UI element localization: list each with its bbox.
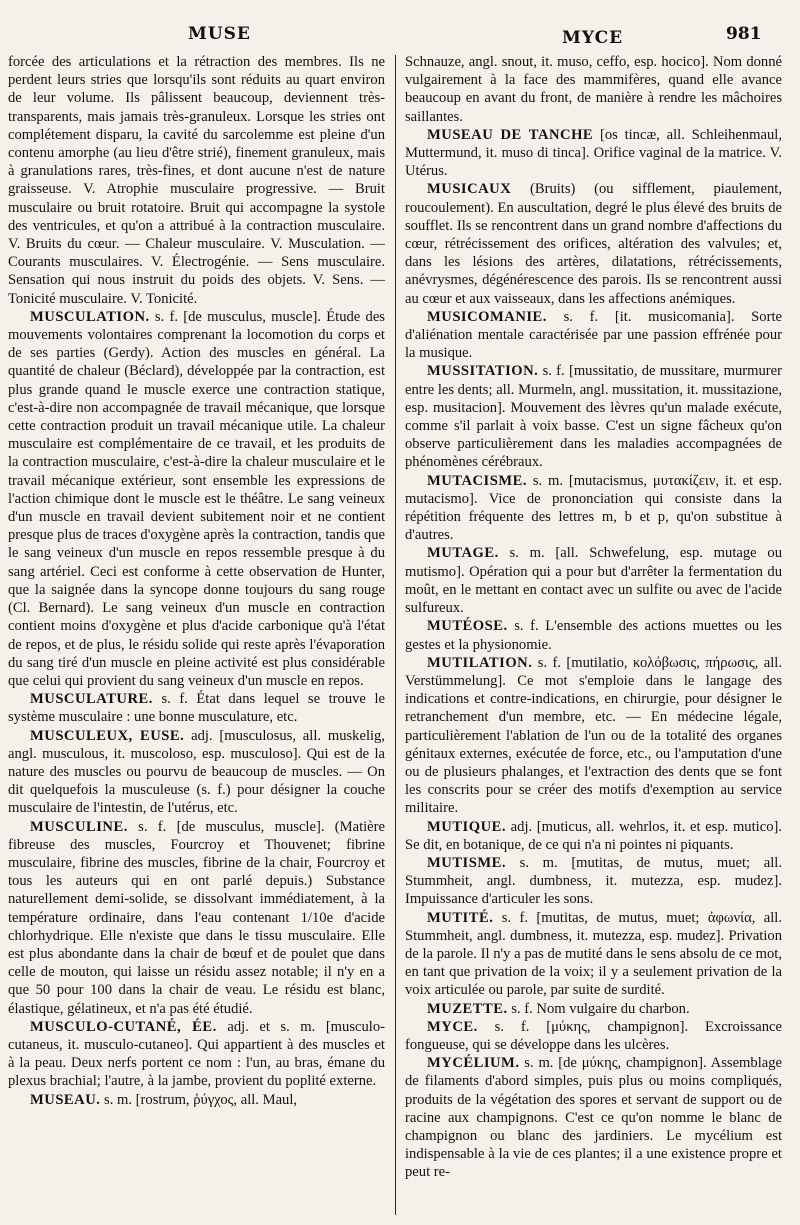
entry-text: s. f. Nom vulgaire du charbon.: [511, 1000, 690, 1017]
dictionary-entry: [8, 690, 385, 726]
running-header: [0, 18, 800, 52]
entry-text: s. m. [rostrum, ῥύγχος, all. Maul,: [104, 1091, 298, 1108]
entry-text: adj. [musculosus, all. muskelig, angl. musculous, it. muscoloso, esp. musculoso]. Qui est de la nature des muscles ou pourvu de beaucoup de muscles. — On dit quelquefois la musculeuse (s. f.) pour désigner la couche musculaire de l'intestin, de l'utérus, etc.: [8, 727, 385, 817]
dictionary-entry: [8, 1091, 385, 1109]
guide-word-right: MYCE: [562, 28, 624, 48]
dictionary-entry: [405, 544, 782, 617]
entry-text: s. f. [μύκης, champignon]. Excroissance fongueuse, qui se développe dans les ulcères.: [405, 1018, 782, 1053]
dictionary-entry: [405, 126, 782, 181]
entry-headword: MUSCULO-CUTANÉ, ÉE.: [30, 1018, 217, 1035]
entry-headword: MUTÉOSE.: [427, 618, 508, 635]
guide-word-left: MUSE: [188, 24, 251, 44]
dictionary-entry: [405, 362, 782, 471]
page-number: 981: [726, 24, 762, 44]
entry-text: s. f. [mutitas, de mutus, muet; ἀφωνία, all. Stummheit, angl. dumbness, it. mutezza, esp. mudez]. Privation de la parole. Il n'y a pas de mutité dans le sens absolu de ce mot, en tant que privation de la voix; il y a seulement privation de la voix articulée ou parole, par suite de surdité.: [405, 909, 782, 999]
entry-headword: MUSICOMANIE.: [427, 308, 547, 325]
entry-text: s. f. [de musculus, muscle]. Étude des mouvements volontaires comprenant la locomotion du corps et de ses parties (Gerdy). Action des muscles en général. La quantité de chaleur (Béclard), développée par la contraction, est plus grande quand le muscle exerce une contraction statique, c'est-à-dire non accompagnée de travail mécanique, que lorsque cette contraction produit un travail mécanique utile. La chaleur musculaire est complémentaire de ce travail, et les produits de la contraction musculaire, c'est-à-dire la chaleur musculaire et le travail mécanique extérieur, sont ensemble les expressions de l'action chimique dont le muscle est le théâtre. Le sang veineux d'un muscle en travail devient subitement noir et ne contient presque plus de traces d'oxygène après la contraction, tandis que le sang veineux d'un muscle en repos ressemble presque à du sang artériel. Ceci est conforme à cette observation de Hunter, que la saignée dans la syncope donne toujours du sang rouge (Cl. Bernard). Le sang veineux d'un muscle en contraction contient moins d'oxygène et plus d'acide carbonique qu'à l'état de repos, et de plus, le résidu solide qui reste après l'évaporation du sang tiré d'un muscle en pleine activité est plus considérable que celui qui provient du sang veineux d'un muscle en repos.: [8, 308, 385, 689]
entry-text: s. f. [mussitatio, de mussitare, murmurer entre les dents; all. Murmeln, angl. mussitation, it. mussitazione, esp. musitacion]. Mouvement des lèvres qu'un malade exécute, comme s'il parlait à voix basse. C'est un signe fâcheux qu'on observe particulièrement dans les maladies accompagnées de phénomènes cérébraux.: [405, 363, 782, 471]
entry-text: s. m. [de μύκης, champignon]. Assemblage de filaments d'abord simples, puis plus ou moins compliqués, produits de la végétation des spores et servant de support ou de racine aux champignons. C'est ce qu'on nomme le blanc de champignon ou blanc des jardiniers. Le mycélium est indispensable à la vie de ces plantes; il a une existence propre et peut re-: [405, 1055, 782, 1181]
entry-text: s. m. [mutacismus, μυτακίζειν, it. et esp. mutacismo]. Vice de prononciation qui consiste dans la répétition fréquente des lettres m, b et p, qu'on substitue à d'autres.: [405, 472, 782, 544]
dictionary-entry: [8, 308, 385, 690]
entry-headword: MUSCULINE.: [30, 818, 128, 835]
dictionary-entry: [405, 1000, 782, 1018]
entry-headword: MYCÉLIUM.: [427, 1055, 520, 1072]
entry-headword: MUSCULATION.: [30, 308, 150, 325]
right-column: [405, 53, 782, 1218]
dictionary-entry: [405, 1018, 782, 1054]
entry-headword: MUTITÉ.: [427, 909, 494, 926]
entry-headword: MYCE.: [427, 1018, 478, 1035]
entry-headword: MUTISME.: [427, 854, 506, 871]
dictionary-entry: [8, 1018, 385, 1091]
dictionary-entry: [405, 909, 782, 1000]
dictionary-entry: [8, 818, 385, 1018]
entry-text: s. f. [mutilatio, κολόβωσις, πήρωσις, all. Verstümmelung]. Ce mot s'emploie dans le langage des indications et contre-indications, en chirurgie, pour désigner le retranchement d'un membre, etc. — En médecine légale, particulièrement l'ablation de l'un ou de la totalité des organes génitaux externes, exécutée de force, etc., ou l'amputation d'une ou de plusieurs phalanges, et l'extraction des dents que se font les conscrits pour se créer des motifs d'exemption au service militaire.: [405, 654, 782, 817]
dictionary-entry: [405, 617, 782, 653]
dictionary-entry: [405, 472, 782, 545]
dictionary-entry: [405, 1054, 782, 1181]
entry-headword: MUTACISME.: [427, 472, 527, 489]
entry-text: s. f. État dans lequel se trouve le système musculaire : une bonne musculature, etc.: [8, 691, 385, 726]
dictionary-entry: [8, 53, 385, 308]
entry-headword: MUSEAU DE TANCHE: [427, 126, 594, 143]
entry-text: s. f. [it. musicomania]. Sorte d'aliénation mentale caractérisée par une passion effrénée pour la musique.: [405, 308, 782, 362]
entry-headword: MUSEAU.: [30, 1091, 101, 1108]
dictionary-entry: [405, 308, 782, 363]
entry-text: s. f. L'ensemble des actions muettes ou les gestes et la physionomie.: [405, 618, 782, 653]
dictionary-entry: [8, 727, 385, 818]
entry-headword: MUTAGE.: [427, 545, 499, 562]
entry-text: s. m. [all. Schwefelung, esp. mutage ou mutismo]. Opération qui a pour but d'arrêter la fermentation du moût, en le mettant en contact avec un sulfite ou avec de l'acide sulfureux.: [405, 545, 782, 617]
entry-text: Schnauze, angl. snout, it. muso, ceffo, esp. hocico]. Nom donné vulgairement à la face des mammifères, quand elle avance beaucoup en avant du front, de manière à rendre les mâchoires saillantes.: [405, 54, 782, 125]
entry-headword: MUTILATION.: [427, 654, 533, 671]
dictionary-entry: [405, 53, 782, 126]
column-divider: [395, 55, 396, 1215]
entry-text: adj. [muticus, all. wehrlos, it. et esp. mutico]. Se dit, en botanique, de ce qui n'a ni pointes ni piquants.: [405, 818, 782, 853]
entry-headword: MUSSITATION.: [427, 363, 539, 380]
entry-text: s. m. [mutitas, de mutus, muet; all. Stummheit, angl. dumbness, it. mutezza, esp. mudez]. Impuissance d'articuler les sons.: [405, 854, 782, 908]
entry-headword: MUSCULEUX, EUSE.: [30, 727, 185, 744]
dictionary-entry: [405, 180, 782, 307]
dictionary-entry: [405, 654, 782, 818]
dictionary-entry: [405, 854, 782, 909]
entry-headword: MUSCULATURE.: [30, 691, 153, 708]
entry-text: [os tincæ, all. Schleihenmaul, Muttermund, it. muso di tinca]. Orifice vaginal de la matrice. V. Utérus.: [405, 126, 782, 180]
entry-headword: MUZETTE.: [427, 1000, 508, 1017]
entry-headword: MUSICAUX: [427, 181, 512, 198]
dictionary-entry: [405, 818, 782, 854]
entry-text: forcée des articulations et la rétraction des membres. Ils ne perdent leurs stries que lorsqu'ils sont réduits au quart environ de leur volume. Ils pâlissent beaucoup, deviennent très-transparents, mais jamais très-granuleux. Lorsque les stries ont complétement disparu, la cavité du sarcolemme est pleine d'un contenu amorphe (au lieu d'être strié), finement granuleux, mais à granulations rares, très-fines, et dont aucune n'est de nature graisseuse. V. Atrophie musculaire progressive. — Bruit musculaire ou bruit rotatoire. Bruit qui accompagne la systole des ventricules, et qu'on a attribué à la contraction musculaire. V. Bruits du cœur. — Chaleur musculaire. V. Musculation. — Courants musculaires. V. Électrogénie. — Sens musculaire. Sensation qui nous instruit du poids des objets. V. Sens. — Tonicité musculaire. V. Tonicité.: [8, 54, 385, 307]
entry-text: s. f. [de musculus, muscle]. (Matière fibreuse des muscles, Fourcroy et Thouvenet; fibrine musculaire, fibrine des muscles, fibrine de la chair, Fourcroy et tous les auteurs qui en ont parlé depuis.) Substance naturellement demi-solide, se dissolvant immédiatement, à la température ordinaire, dans l'eau contenant 1/10e d'acide chlorhydrique. Elle n'existe que dans le tissu musculaire. Elle est plus abondante dans la chair de bœuf et de poulet que dans celle de mouton, qui laisse un résidu assez notable; il n'y en a que 50 pour 100 dans la chair de veau. Le résidu est blanc, élastique, gélatineux, et n'a pas été étudié.: [8, 818, 385, 1017]
entry-text: adj. et s. m. [musculo-cutaneus, it. musculo-cutaneo]. Qui appartient à des muscles et à la peau. Deux nerfs portent ce nom : l'un, au bras, émane du plexus brachial; l'autre, à la jambe, provient du poplité externe.: [8, 1018, 385, 1090]
entry-headword: MUTIQUE.: [427, 818, 506, 835]
left-column: [8, 53, 385, 1218]
entry-text: (Bruits) (ou sifflement, piaulement, roucoulement). En auscultation, degré le plus élevé des bruits de soufflet. Ils se rencontrent dans un grand nombre d'affections du cœur, rétrécissement des orifices, altération des valvules; et, dans les lésions des artères, dilatations, rétrécissements, anévrysmes, dégénérescence des parois. Ils se rencontrent aussi au cœur et aux vaisseaux, dans les affections anémiques.: [405, 181, 782, 307]
